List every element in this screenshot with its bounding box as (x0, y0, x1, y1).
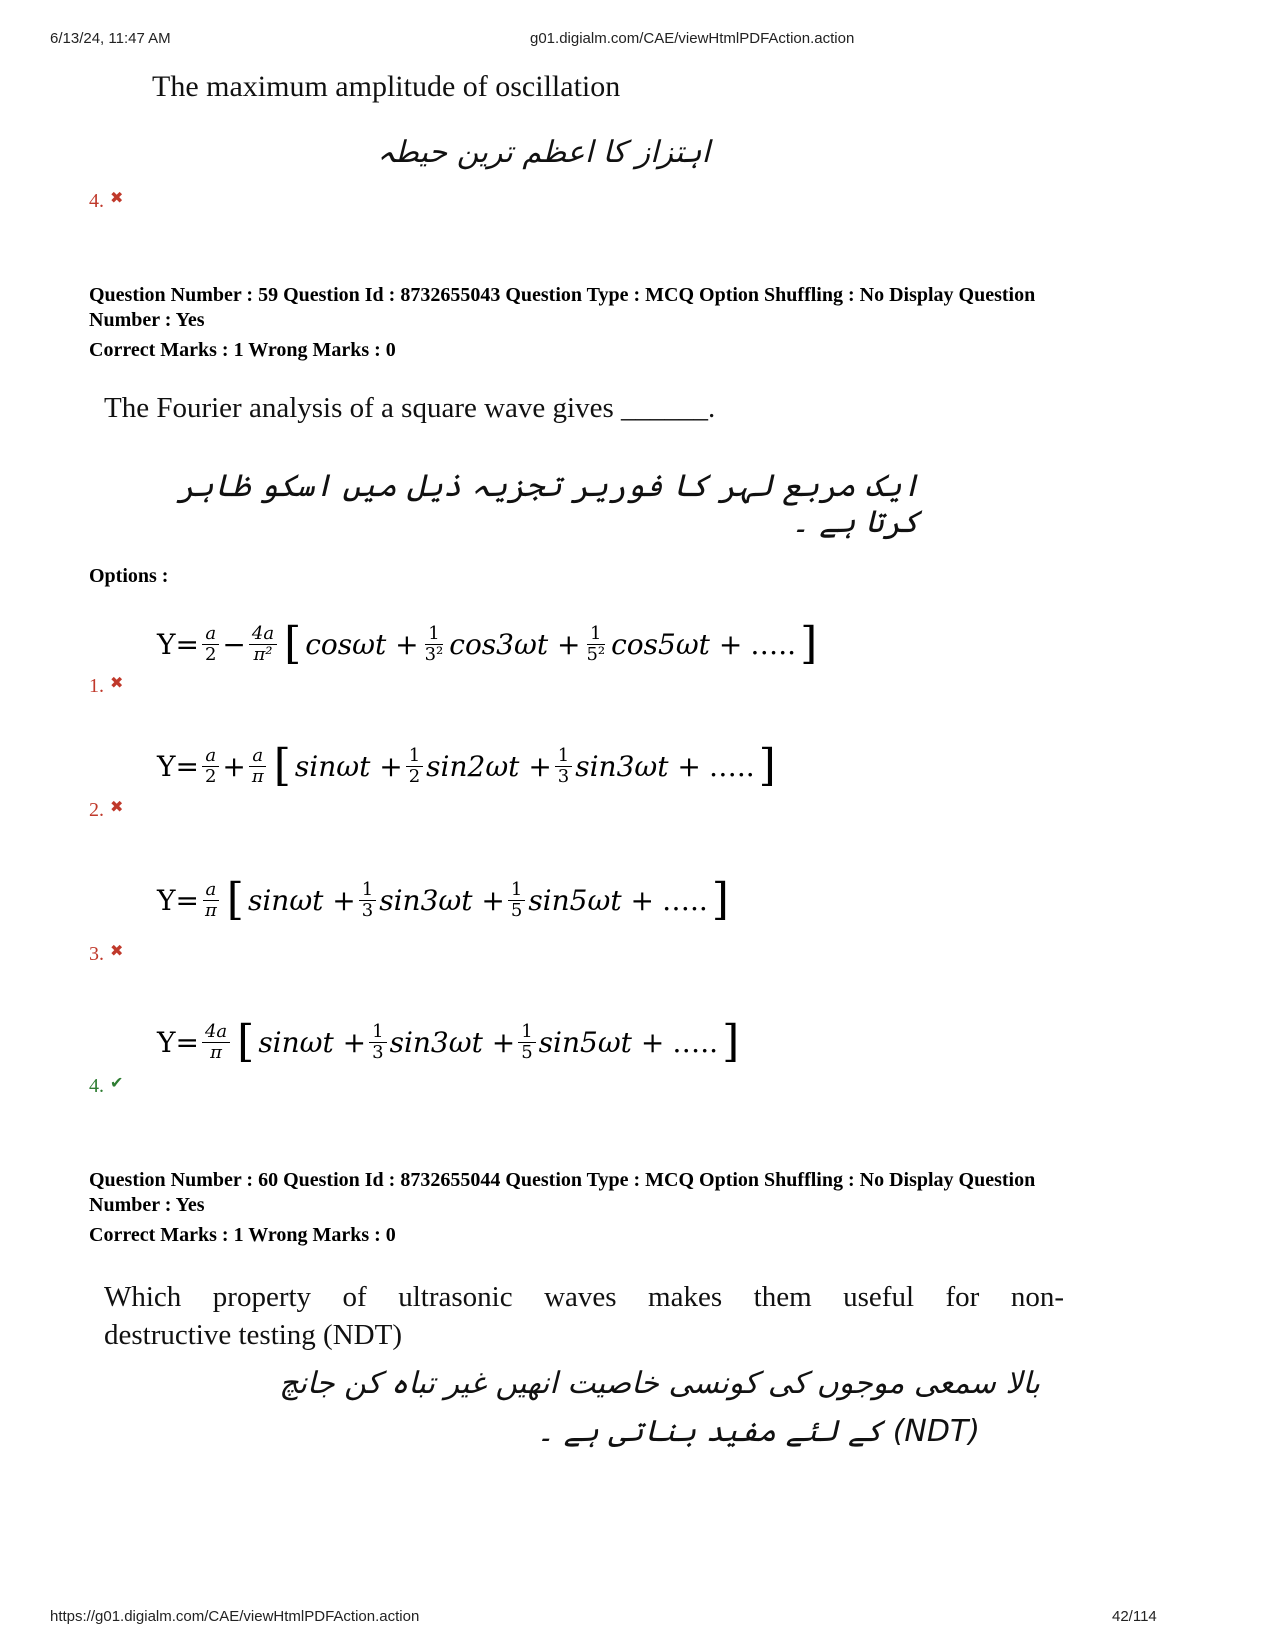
right-bracket: ] (758, 740, 776, 791)
q59-option-4-number (89, 1073, 123, 1098)
page-number: 42/114 (1112, 1608, 1157, 1625)
option-number-label: 2. (89, 799, 104, 821)
fraction-numerator: a (202, 624, 219, 645)
fraction-denominator: 2 (408, 765, 421, 787)
prev-option-number (89, 188, 123, 213)
fraction-numerator: 1 (369, 1022, 386, 1043)
q59-options-label: Options : (89, 565, 169, 587)
fraction-denominator: 2 (204, 765, 217, 787)
fraction (369, 1022, 386, 1063)
fraction-denominator: 5² (586, 643, 606, 665)
option-number-label: 4. (89, 1075, 104, 1097)
option-number-label: 4. (89, 190, 104, 212)
fraction (202, 624, 219, 665)
formula-term: sinωt + (247, 883, 356, 917)
q59-option-3-number (89, 941, 123, 966)
q60-question-line2: destructive testing (NDT) (104, 1319, 402, 1351)
formula-lhs: Y= (157, 1025, 199, 1059)
q59-question-text: The Fourier analysis of a square wave gives ______. (104, 392, 716, 424)
operator: − (222, 627, 246, 661)
fraction (202, 1022, 230, 1063)
fraction-denominator: π² (253, 643, 273, 665)
q60-meta-line1: Question Number : 60 Question Id : 8732655044 Question Type : MCQ Option Shuffling : No Display Question (89, 1169, 1036, 1191)
left-bracket: [ (273, 740, 291, 791)
fraction-numerator: a (249, 746, 266, 767)
fraction-denominator: 5 (521, 1041, 533, 1063)
q59-option-2-number (89, 797, 123, 822)
formula-term: cos5ωt + (611, 627, 743, 661)
right-bracket: ] (800, 618, 818, 669)
fraction (583, 624, 608, 665)
formula-term: sin2ωt + (426, 749, 552, 783)
fraction-denominator: 3² (424, 643, 444, 665)
fraction-denominator: π (210, 1041, 222, 1063)
wrong-mark-icon: ✖ (110, 799, 124, 816)
formula-lhs: Y= (157, 749, 199, 783)
q60-meta-line2: Number : Yes (89, 1194, 205, 1216)
fraction-numerator: a (202, 746, 219, 767)
fraction-numerator: 1 (359, 880, 376, 901)
q59-option-1-formula (157, 616, 821, 672)
formula-lhs: Y= (157, 627, 199, 661)
formula-term: sin3ωt + (389, 1025, 516, 1059)
fraction-denominator: 3 (557, 765, 570, 787)
fraction-denominator: 3 (361, 899, 374, 921)
q59-option-1-number (89, 673, 123, 698)
option-number-label: 3. (89, 943, 104, 965)
formula-term: sinωt + (258, 1025, 367, 1059)
fraction-numerator: 4a (249, 624, 277, 645)
q60-urdu-line2: (NDT) کے لئے مفید بناتی ہے ۔ (536, 1414, 980, 1449)
q59-option-4-formula (157, 1014, 743, 1070)
footer-url: https://g01.digialm.com/CAE/viewHtmlPDFAction.action (50, 1608, 420, 1625)
q59-marks: Correct Marks : 1 Wrong Marks : 0 (89, 339, 396, 361)
fraction (359, 880, 376, 921)
fraction (508, 880, 525, 921)
wrong-mark-icon: ✖ (110, 190, 124, 207)
right-bracket: ] (722, 1016, 740, 1067)
correct-mark-icon: ✔ (110, 1075, 124, 1092)
q59-option-3-formula (157, 872, 733, 928)
fraction (518, 1022, 535, 1063)
q59-meta-line2: Number : Yes (89, 309, 205, 331)
formula-ellipsis: ….. (750, 627, 797, 661)
formula-term: cosωt + (305, 627, 419, 661)
fraction (422, 624, 447, 665)
print-url: g01.digialm.com/CAE/viewHtmlPDFAction.action (530, 30, 855, 47)
prev-option-urdu: اہتزاز کا اعظم ترین حیطہ (377, 135, 710, 170)
fraction (202, 880, 220, 921)
formula-term: sin5ωt + (538, 1025, 665, 1059)
fraction-denominator: 2 (204, 643, 217, 665)
left-bracket: [ (226, 874, 244, 925)
fraction-numerator: 1 (406, 746, 423, 767)
fraction (555, 746, 572, 787)
fraction-denominator: π (251, 765, 264, 787)
fraction (202, 746, 219, 787)
fraction (406, 746, 423, 787)
fraction-numerator: a (203, 880, 220, 901)
formula-term: sin3ωt + (575, 749, 701, 783)
formula-term: sin5ωt + (528, 883, 654, 917)
option-number-label: 1. (89, 675, 104, 697)
q60-meta (89, 1168, 1209, 1218)
fraction-numerator: 1 (555, 746, 572, 767)
left-bracket: [ (237, 1016, 255, 1067)
fraction-numerator: 4a (202, 1022, 230, 1043)
print-datetime: 6/13/24, 11:47 AM (50, 30, 171, 47)
q59-meta-line1: Question Number : 59 Question Id : 8732655043 Question Type : MCQ Option Shuffling : No Display Question (89, 284, 1036, 306)
operator: + (222, 749, 246, 783)
fraction-denominator: π (204, 899, 217, 921)
q59-question-urdu: ایک مربع لہر کا فوریر تجزیہ ذیل میں اسکو ظاہر کرتا ہے ۔ (177, 468, 920, 540)
q60-marks: Correct Marks : 1 Wrong Marks : 0 (89, 1224, 396, 1246)
q59-option-2-formula (157, 738, 780, 794)
formula-lhs: Y= (157, 883, 199, 917)
fraction-numerator: 1 (518, 1022, 535, 1043)
q60-question-line1: Which property of ultrasonic waves makes them useful for non- (104, 1281, 1064, 1313)
q60-question-urdu (180, 1360, 1040, 1456)
formula-term: cos3ωt + (449, 627, 581, 661)
fraction-denominator: 3 (372, 1041, 384, 1063)
q60-urdu-line1: بالا سمعی موجوں کی کونسی خاصیت انھیں غیر تباہ کن جانچ (279, 1366, 1040, 1401)
fraction (249, 624, 277, 665)
wrong-mark-icon: ✖ (110, 675, 124, 692)
formula-ellipsis: ….. (672, 1025, 719, 1059)
fraction (249, 746, 267, 787)
fraction-denominator: 5 (510, 899, 523, 921)
fraction-numerator: 1 (508, 880, 525, 901)
formula-term: sinωt + (294, 749, 403, 783)
fraction-numerator: 1 (425, 624, 442, 645)
formula-ellipsis: ….. (708, 749, 755, 783)
formula-ellipsis: ….. (661, 883, 708, 917)
wrong-mark-icon: ✖ (110, 943, 124, 960)
left-bracket: [ (284, 618, 302, 669)
right-bracket: ] (711, 874, 729, 925)
prev-option-text: The maximum amplitude of oscillation (152, 70, 621, 103)
q60-question-text (104, 1278, 1064, 1354)
fraction-numerator: 1 (587, 624, 604, 645)
formula-term: sin3ωt + (379, 883, 505, 917)
q59-meta (89, 283, 1209, 333)
